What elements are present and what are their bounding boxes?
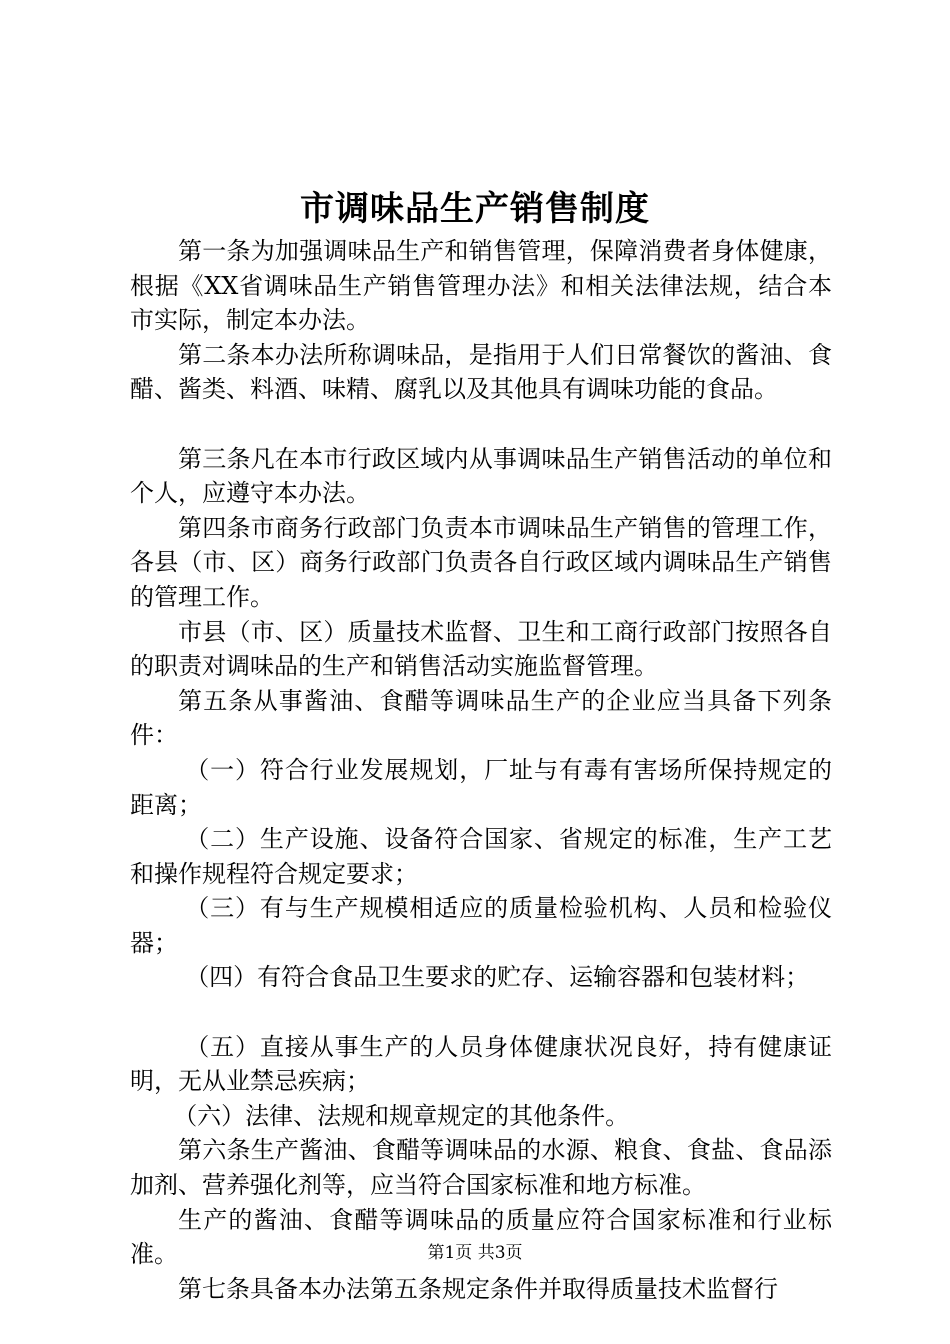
document-title: 市调味品生产销售制度 <box>300 189 650 229</box>
condition-2: （二）生产设施、设备符合国家、省规定的标准，生产工艺和操作规程符合规定要求； <box>130 825 832 888</box>
article-6-paragraph-2: 生产的酱油、食醋等调味品的质量应符合国家标准和行业标准。 <box>130 1205 832 1269</box>
condition-6: （六）法律、法规和规章规定的其他条件。 <box>173 1101 630 1130</box>
article-6: 第六条生产酱油、食醋等调味品的水源、粮食、食盐、食品添加剂、营养强化剂等，应当符合国家标准和地方标准。 <box>130 1136 832 1200</box>
article-5: 第五条从事酱油、食醋等调味品生产的企业应当具备下列条件： <box>130 686 832 750</box>
condition-5: （五）直接从事生产的人员身体健康状况良好，持有健康证明，无从业禁忌疾病； <box>130 1032 832 1096</box>
article-3: 第三条凡在本市行政区域内从事调味品生产销售活动的单位和个人，应遵守本办法。 <box>130 444 832 508</box>
document-body <box>130 234 832 1306</box>
article-1: 第一条为加强调味品生产和销售管理，保障消费者身体健康，根据《XX省调味品生产销售管理办法》和相关法律法规，结合本市实际，制定本办法。 <box>130 237 832 335</box>
condition-4: （四）有符合食品卫生要求的贮存、运输容器和包装材料； <box>185 963 810 992</box>
article-4: 第四条市商务行政部门负责本市调味品生产销售的管理工作，各县（市、区）商务行政部门负责各自行政区域内调味品生产销售的管理工作。 <box>130 513 832 611</box>
article-2: 第二条本办法所称调味品，是指用于人们日常餐饮的酱油、食醋、酱类、料酒、味精、腐乳以及其他具有调味功能的食品。 <box>130 340 832 404</box>
condition-1: （一）符合行业发展规划，厂址与有毒有害场所保持规定的距离； <box>130 755 832 819</box>
condition-3: （三）有与生产规模相适应的质量检验机构、人员和检验仪器； <box>130 894 832 957</box>
page-footer: 第1页 共3页 <box>427 1243 523 1263</box>
article-7: 第七条具备本办法第五条规定条件并取得质量技术监督行 <box>178 1274 778 1303</box>
article-4-paragraph-2: 市县（市、区）质量技术监督、卫生和工商行政部门按照各自的职责对调味品的生产和销售活动实施监督管理。 <box>130 617 832 681</box>
